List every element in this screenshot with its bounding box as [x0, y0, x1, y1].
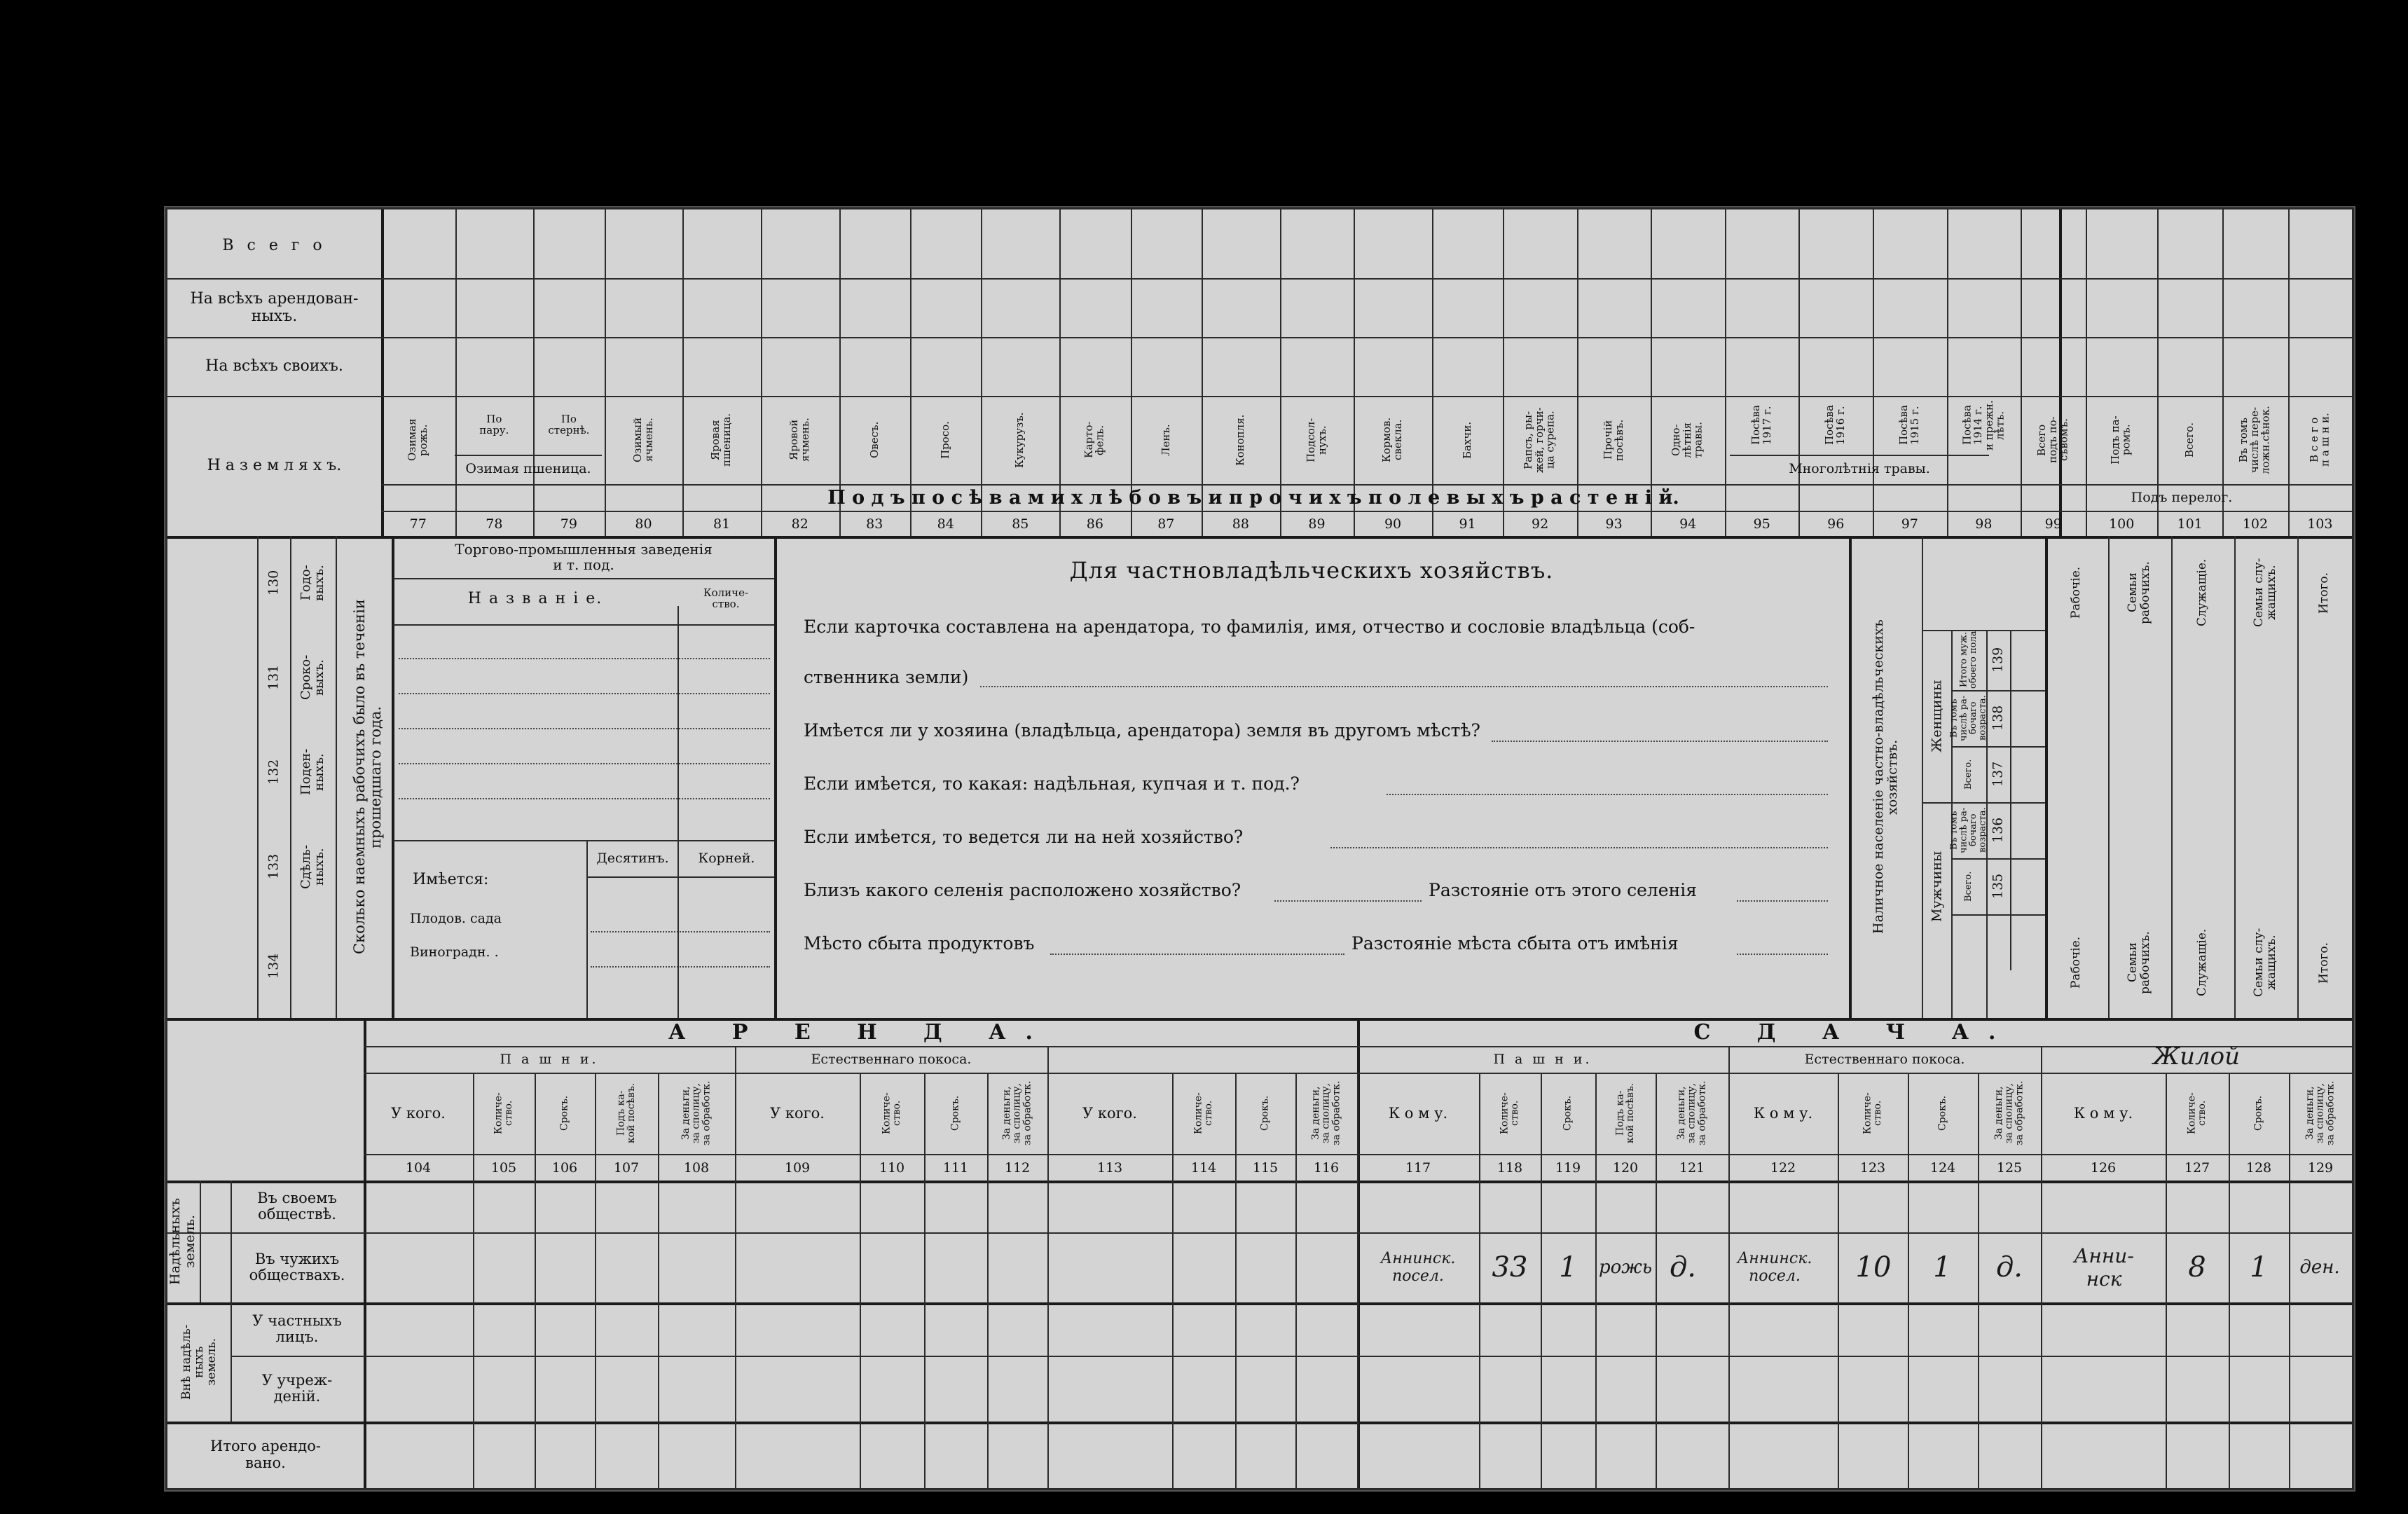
sdacha-pokos-label: Естественнаго покоса.: [1804, 1051, 1965, 1067]
bottom-col-header-110: Количе- ство.: [881, 1092, 902, 1134]
population-number-138: 138: [1990, 705, 2006, 731]
hw-117: Аннинск. посел.: [1380, 1250, 1456, 1285]
bottom-col-number: 118: [1497, 1159, 1523, 1176]
column-number: 95: [1753, 516, 1770, 532]
bottom-col-header-124: Срокъ.: [1936, 1095, 1948, 1131]
trade-title: Торгово-промышленныя заведенiя и т. под.: [455, 541, 713, 573]
q5-line-b: Разстоянiе отъ этого селенiя: [1429, 880, 1698, 900]
population-cell-label: Всего.: [1963, 759, 1974, 790]
crop-header-1: Озимая рожь.: [406, 418, 429, 462]
q5-line-a: Близъ какого селенiя расположено хозяйство?: [804, 880, 1241, 900]
bottom-col-header-121: За деньги, за сполицу, за обработк.: [1675, 1080, 1708, 1146]
hired-type-label: Поден- ныхъ.: [298, 748, 326, 796]
bottom-col-header-127: Количе- ство.: [2186, 1092, 2208, 1134]
population-number-136: 136: [1990, 817, 2006, 844]
bottom-col-header-105: Количе- ство.: [493, 1092, 514, 1134]
bottom-col-number: 116: [1313, 1159, 1340, 1176]
crop-header-9: Кукурузъ.: [1013, 412, 1026, 468]
women-label: Женщины: [1929, 680, 1945, 752]
hired-type-label: Сдѣль- ныхъ.: [298, 844, 326, 889]
arenda-pokos-label: Естественнаго покоса.: [811, 1051, 972, 1067]
bottom-col-number: 114: [1190, 1159, 1217, 1176]
crop-header-11: Ленъ.: [1159, 424, 1172, 456]
hired-number-132: 132: [266, 759, 282, 785]
has-label: Имѣется:: [413, 871, 489, 888]
bottom-col-header-125: За деньги, за сполицу, за обработк.: [1993, 1080, 2025, 1146]
column-number: 80: [635, 516, 652, 532]
bottom-col-number: 109: [784, 1159, 811, 1176]
sowing-band-label: П о д ъ п о с ѣ в а м и х л ѣ б о в ъ и п р о ч и х ъ п о л е в ы х ъ р а с т е н i й.: [827, 486, 1679, 509]
right-column-label-bot: Семьи слу- жащихъ.: [2252, 928, 2278, 998]
arenda-title: А Р Е Н Д А.: [668, 1019, 1052, 1045]
hired-number-134: 134: [266, 953, 282, 979]
crop-header-24: Подъ па- ромъ.: [2109, 415, 2133, 464]
column-number: 97: [1901, 516, 1918, 532]
bottom-col-header-123: Количе- ство.: [1862, 1092, 1883, 1134]
column-number: 85: [1012, 516, 1029, 532]
crop-header-21: Посѣва 1915 г.: [1897, 405, 1921, 446]
hired-number-130: 130: [266, 570, 282, 596]
column-number: 84: [937, 516, 954, 532]
hw-121: д.: [1669, 1251, 1697, 1284]
crop-header-23: Всего подъ по- сѣвомъ.: [2035, 416, 2070, 464]
hw-119: 1: [1559, 1251, 1577, 1284]
bottom-col-number: 125: [1996, 1159, 2023, 1176]
right-column-label-bot: Семьи рабочихъ.: [2126, 931, 2152, 994]
trade-name-header: Н а з в а н i е.: [467, 590, 603, 608]
q6-line-a: Мѣсто сбыта продуктовъ: [804, 933, 1035, 954]
bottom-col-header-128: Срокъ.: [2252, 1095, 2264, 1131]
column-number: 87: [1157, 516, 1175, 532]
bottom-col-number: 106: [551, 1159, 578, 1176]
column-number: 78: [486, 516, 503, 532]
bottom-col-number: 127: [2184, 1159, 2210, 1176]
column-number: 98: [1975, 516, 1993, 532]
hw-126: Анни- нск: [2074, 1244, 2134, 1291]
row-label-total: В с е г о: [222, 237, 326, 255]
hired-type-label: [291, 914, 335, 1018]
crop-header-5: Яровая пшеница.: [709, 413, 734, 467]
row-total-rented: Итого арендо- вано.: [210, 1438, 321, 1471]
row-own-society: Въ своемъ обществѣ.: [257, 1189, 337, 1223]
bottom-col-number: 115: [1252, 1159, 1279, 1176]
hw-124: 1: [1933, 1251, 1951, 1284]
hw-122: Аннинск. посел.: [1737, 1250, 1812, 1285]
bottom-col-header-108: За деньги, за сполицу, за обработк.: [680, 1080, 713, 1146]
row-label-lands: Н а з е м л я х ъ.: [207, 457, 342, 475]
q6-line-b: Разстоянiе мѣста сбыта отъ имѣнiя: [1351, 933, 1679, 954]
hw-125: д.: [1995, 1251, 2023, 1284]
bottom-col-number: 112: [1004, 1159, 1031, 1176]
hw-120: рожь: [1598, 1257, 1652, 1278]
column-number: 96: [1827, 516, 1845, 532]
bottom-col-number: 129: [2307, 1159, 2334, 1176]
crop-header-19: Посѣва 1917 г.: [1749, 405, 1773, 446]
hired-workers-label: Сколько наемныхъ рабочихъ было въ теченiи прошедшаго года.: [350, 599, 384, 955]
bottom-col-header-107: Подъ ка- кой посѣвъ.: [615, 1082, 637, 1144]
bottom-col-header-104: У кого.: [391, 1104, 446, 1122]
column-number: 88: [1232, 516, 1249, 532]
q4-line: Если имѣется, то ведется ли на ней хозяйство?: [804, 827, 1244, 847]
hired-number-131: 131: [266, 664, 282, 691]
right-column-label-bot: Итого.: [2317, 942, 2332, 984]
korney-header: Корней.: [698, 850, 755, 866]
q1-line-b: ственника земли): [804, 667, 969, 687]
column-number: 103: [2307, 516, 2333, 532]
bottom-col-header-129: За деньги, за сполицу, за обработк.: [2304, 1080, 2337, 1146]
orchard-label: Плодов. сада: [410, 911, 502, 926]
bottom-col-number: 107: [613, 1159, 640, 1176]
bottom-col-header-106: Срокъ.: [558, 1095, 570, 1131]
trade-count-header: Количе- ство.: [703, 586, 749, 610]
hw-128: 1: [2250, 1251, 2268, 1284]
crop-header-22: Посѣва 1914 г. и прежн. лѣтъ.: [1960, 400, 2007, 450]
sdacha-title: С Д А Ч А.: [1693, 1019, 2016, 1045]
population-number-139: 139: [1990, 647, 2006, 673]
sdacha-pashni-label: П а ш н и.: [1493, 1051, 1592, 1067]
bottom-col-header-109: У кого.: [770, 1104, 825, 1122]
crop-header-14: Кормов. свекла.: [1380, 417, 1405, 463]
census-card: [165, 207, 2354, 1490]
group-label-non-allotment: Внѣ надѣль- ныхъ земель.: [179, 1324, 219, 1400]
group-label-allotment: Надѣльныхъ земель.: [167, 1197, 198, 1286]
bottom-col-number: 121: [1679, 1159, 1705, 1176]
private-estates-title: Для частновладѣльческихъ хозяйствъ.: [1069, 557, 1554, 584]
arenda-pashni-label: П а ш н и.: [500, 1051, 599, 1067]
crop-header-6: Яровой ячмень.: [787, 418, 811, 462]
bottom-col-header-112: За деньги, за сполицу, за обработк.: [1000, 1080, 1033, 1146]
bottom-col-header-116: За деньги, за сполицу, за обработк.: [1309, 1080, 1342, 1146]
bottom-col-header-114: Количе- ство.: [1192, 1092, 1214, 1134]
crop-header-25: Всего.: [2182, 422, 2196, 457]
bottom-col-header-126: К о м у.: [2073, 1104, 2133, 1122]
bottom-col-header-111: Срокъ.: [949, 1095, 961, 1131]
column-number: 86: [1086, 516, 1103, 532]
bottom-col-number: 113: [1096, 1159, 1123, 1176]
crop-header-4: Озимый ячмень.: [631, 417, 655, 463]
column-number: 90: [1384, 516, 1402, 532]
perennial-grass-label: Многолѣтнiя травы.: [1789, 460, 1930, 476]
hw-118: 33: [1492, 1251, 1528, 1284]
bottom-col-header-122: К о м у.: [1753, 1104, 1813, 1122]
q3-line: Если имѣется, то какая: надѣльная, купчая и т. под.?: [804, 773, 1300, 794]
bottom-col-number: 105: [490, 1159, 517, 1176]
column-number: 93: [1605, 516, 1623, 532]
men-label: Мужчины: [1929, 851, 1945, 922]
bottom-col-number: 126: [2090, 1159, 2117, 1176]
crop-header-16: Рапсъ, ры- жей, горчи- ца сурепа.: [1522, 407, 1557, 473]
bottom-col-number: 110: [879, 1159, 905, 1176]
column-number: 100: [2109, 516, 2135, 532]
crop-header-15: Бахчи.: [1460, 421, 1473, 459]
right-column-label-top: Итого.: [2317, 572, 2332, 614]
column-number: 101: [2177, 516, 2203, 532]
hw-129: ден.: [2299, 1257, 2340, 1278]
right-column-label-top: Семьи рабочихъ.: [2126, 561, 2152, 624]
column-number: 89: [1308, 516, 1326, 532]
crop-header-12: Конопля.: [1234, 414, 1246, 466]
bottom-col-header-117: К о м у.: [1388, 1104, 1448, 1122]
column-number: 91: [1459, 516, 1476, 532]
crop-header-13: Подсол- нухъ.: [1304, 418, 1328, 462]
row-label-rented: На всѣхъ арендован- ныхъ.: [190, 289, 359, 325]
bottom-col-number: 124: [1929, 1159, 1956, 1176]
bottom-col-number: 111: [942, 1159, 969, 1176]
bottom-col-header-115: Срокъ.: [1259, 1095, 1271, 1131]
vineyard-label: Виноградн. .: [410, 944, 499, 960]
bottom-col-number: 119: [1555, 1159, 1581, 1176]
column-number: 92: [1532, 516, 1549, 532]
column-number: 83: [866, 516, 883, 532]
column-number: 82: [791, 516, 809, 532]
bottom-col-number: 108: [683, 1159, 710, 1176]
crop-header-20: Посѣва 1916 г.: [1823, 405, 1848, 446]
row-label-own: На всѣхъ своихъ.: [205, 357, 343, 376]
bottom-col-header-113: У кого.: [1082, 1104, 1137, 1122]
population-cell-label: Въ томъ числѣ ра- бочаго возраста.: [1948, 695, 1988, 741]
population-number-137: 137: [1990, 761, 2006, 787]
row-institutions: У учреж- денiй.: [261, 1371, 333, 1405]
population-cell-label: Итого муж. обоего пола: [1958, 631, 1979, 689]
crop-header-26: Въ томъ числѣ пере- ложн.сѣнок.: [2237, 406, 2272, 474]
row-private-persons: У частныхъ лицъ.: [252, 1312, 342, 1345]
hw-123: 10: [1855, 1251, 1892, 1284]
crop-header-17: Прочiй посѣвъ.: [1601, 419, 1625, 461]
right-column-label-top: Рабочiе.: [2069, 566, 2084, 619]
hw-127: 8: [2188, 1251, 2206, 1284]
bottom-col-header-118: Количе- ство.: [1499, 1092, 1520, 1134]
ozimaya-wheat-label: Озимая пшеница.: [465, 460, 591, 476]
right-column-label-top: Служащiе.: [2195, 558, 2210, 627]
population-cell-label: Всего.: [1963, 871, 1974, 902]
right-column-label-top: Семьи слу- жащихъ.: [2252, 558, 2278, 628]
column-number: 94: [1679, 516, 1697, 532]
bottom-col-number: 128: [2245, 1159, 2272, 1176]
bottom-col-number: 122: [1770, 1159, 1796, 1176]
column-number: 102: [2242, 516, 2269, 532]
population-label: Наличное населенiе частно-владѣльческихъ хозяйствъ.: [1871, 619, 1900, 935]
q1-line-a: Если карточка составлена на арендатора, то фамилiя, имя, отчество и сословiе владѣльца (соб-: [804, 617, 1695, 637]
bottom-col-number: 104: [405, 1159, 432, 1176]
column-number: 79: [560, 516, 577, 532]
bottom-col-header-120: Подъ ка- кой посѣвъ.: [1614, 1082, 1636, 1144]
desyatin-header: Десятинъ.: [596, 850, 669, 866]
hired-type-label: Сроко- выхъ.: [298, 654, 326, 701]
q2-line: Имѣется ли у хозяина (владѣльца, арендатора) земля въ другомъ мѣстѣ?: [804, 720, 1480, 741]
row-other-societies: Въ чужихъ обществахъ.: [249, 1250, 345, 1284]
crop-header-27: В с е г о п а ш н и.: [2307, 413, 2332, 467]
crop-header-7: Овесъ.: [867, 421, 881, 459]
crop-header-10: Карто- фель.: [1082, 421, 1106, 459]
right-column-label-bot: Рабочiе.: [2069, 936, 2084, 989]
column-number: 81: [713, 516, 731, 532]
population-number-135: 135: [1990, 873, 2006, 900]
crop-header-8: Просо.: [938, 421, 951, 459]
handwritten-header: Жилой: [2152, 1042, 2241, 1071]
bottom-col-number: 123: [1859, 1159, 1886, 1176]
crop-header-18: Одно- лѣтнiя травы.: [1670, 422, 1705, 458]
population-cell-label: Въ томъ числѣ ра- бочаго возраста.: [1948, 807, 1988, 853]
bottom-col-header-119: Срокъ.: [1562, 1095, 1574, 1131]
column-number: 99: [2044, 516, 2062, 532]
column-number: 77: [409, 516, 427, 532]
bottom-col-number: 120: [1612, 1159, 1639, 1176]
crop-header-2: По пару.: [479, 413, 509, 436]
perelog-label: Подъ перелог.: [2131, 489, 2233, 505]
bottom-col-number: 117: [1405, 1159, 1431, 1176]
hired-number-133: 133: [266, 853, 282, 880]
hired-type-label: Годо- выхъ.: [298, 565, 326, 601]
crop-header-3: По стернѣ.: [548, 413, 590, 436]
right-column-label-bot: Служащiе.: [2195, 928, 2210, 997]
